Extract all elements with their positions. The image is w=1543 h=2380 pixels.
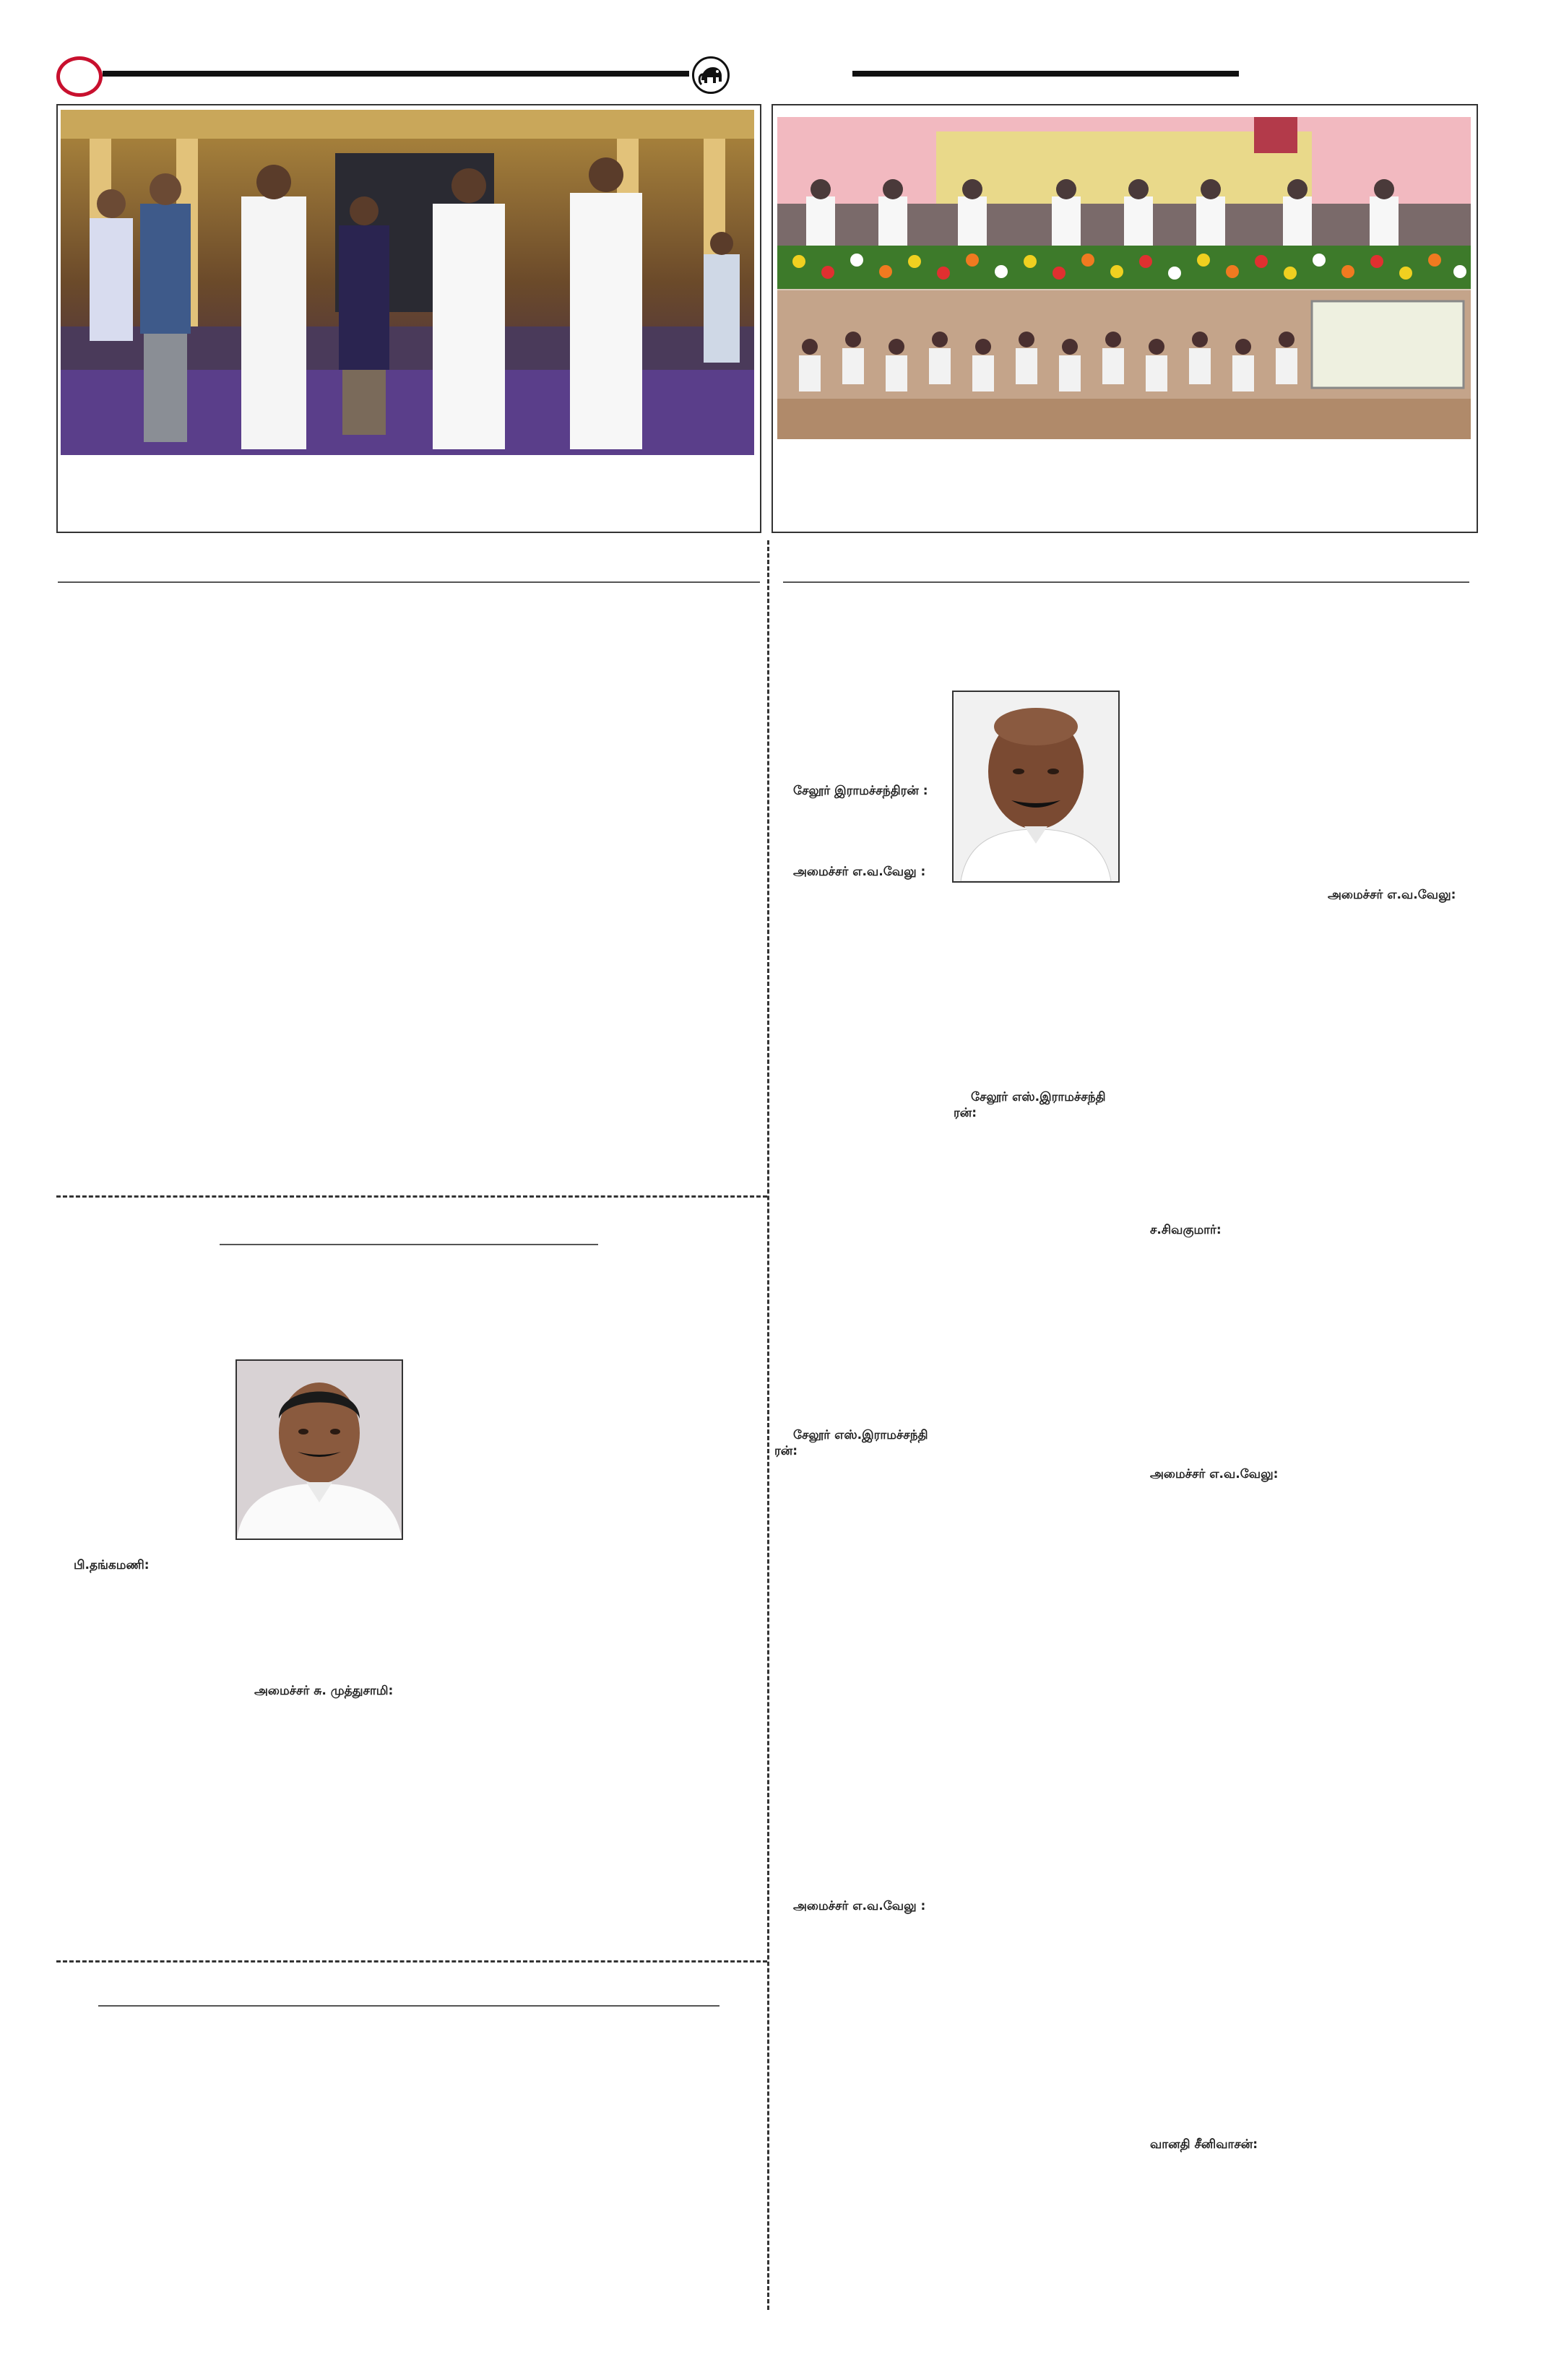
left-dashed-separator-2 (56, 1960, 767, 1963)
speaker-label-thangamani: பி.தங்கமணி: (74, 1558, 150, 1572)
speaker-label-velu-2: அமைச்சர் எ.வ.வேலு: (1328, 888, 1456, 902)
elephant-emblem-icon (692, 56, 730, 94)
column-divider (767, 540, 769, 2310)
left-heading-rule-2 (220, 1244, 598, 1245)
portrait-ramachandran (952, 691, 1120, 883)
speaker-label-velu-1: அமைச்சர் எ.வ.வேலு : (793, 865, 926, 879)
left-dashed-separator-1 (56, 1195, 767, 1198)
left-section-rule-1 (58, 581, 760, 583)
speaker-label-sivakumar: ச.சிவகுமார்: (1150, 1223, 1222, 1237)
speaker-label-vanathi: வானதி சீனிவாசன்: (1150, 2137, 1258, 2152)
speaker-label-velu-4: அமைச்சர் எ.வ.வேலு : (793, 1899, 926, 1913)
speaker-label-muthusamy: அமைச்சர் சு. முத்துசாமி: (254, 1684, 394, 1698)
portrait-thangamani (235, 1359, 403, 1540)
speaker-label-ramachandran-3a: சேலூர் எஸ்.இராமச்சந்தி (793, 1428, 928, 1442)
header-rule-left (103, 71, 689, 77)
speaker-label-ramachandran-2b: ரன்: (954, 1106, 977, 1120)
speaker-label-velu-3: அமைச்சர் எ.வ.வேலு: (1150, 1467, 1279, 1481)
photo-review-meeting (777, 117, 1471, 439)
speaker-label-ramachandran-1: சேலூர் இராமச்சந்திரன் : (793, 784, 928, 798)
section-marker-circle (56, 56, 103, 97)
header-rule-right (852, 71, 1239, 77)
photo-officials-hall (61, 110, 754, 455)
speaker-label-ramachandran-2a: சேலூர் எஸ்.இராமச்சந்தி (971, 1090, 1106, 1104)
speaker-label-ramachandran-3b: ரன்: (774, 1444, 798, 1458)
right-section-rule-1 (783, 581, 1469, 583)
left-heading-rule-3 (98, 2005, 719, 2007)
